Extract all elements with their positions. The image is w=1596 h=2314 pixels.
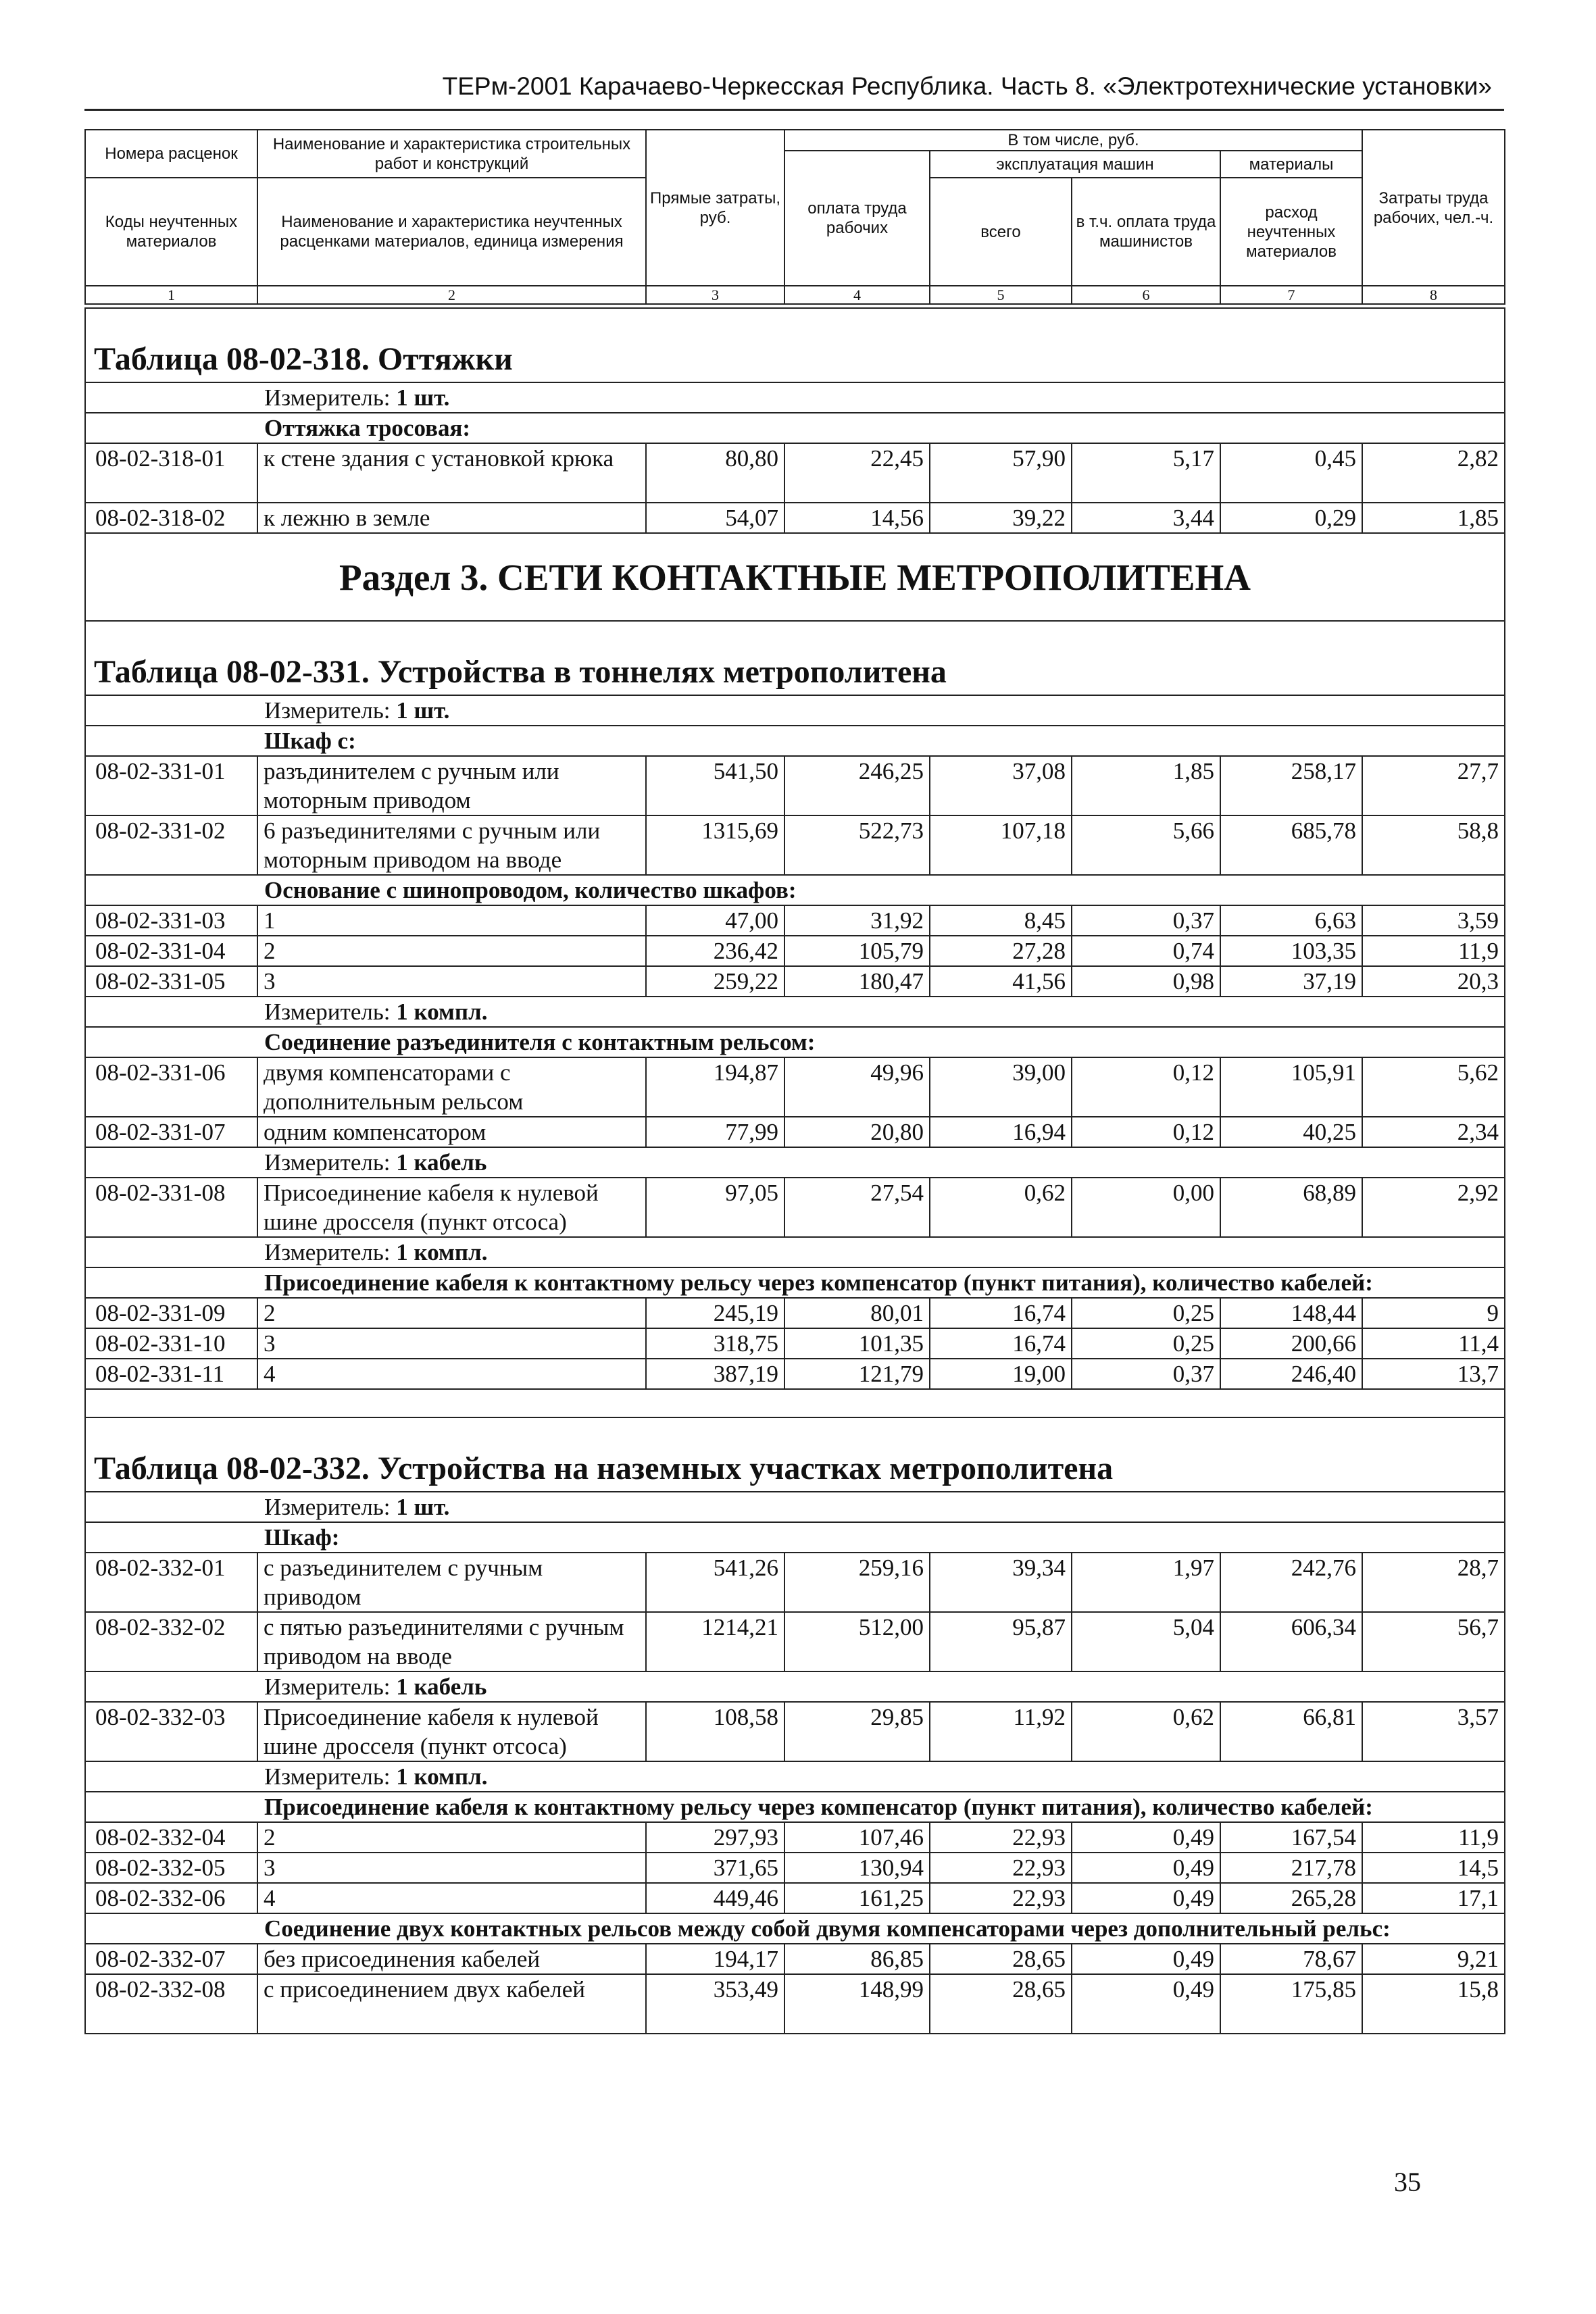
materials: 217,78: [1220, 1853, 1362, 1883]
col-number-8: 8: [1362, 286, 1505, 304]
machines-total: 22,93: [930, 1822, 1072, 1853]
page-number: 35: [1394, 2167, 1421, 2197]
measure-row: [85, 1671, 1505, 1702]
direct-cost: 318,75: [646, 1328, 784, 1359]
measure-label: [85, 695, 1505, 726]
machines-total: 11,92: [930, 1702, 1072, 1761]
group-heading: Соединение двух контактных рельсов между собой двумя компенсаторами через дополнительный рельс:: [85, 1913, 1505, 1944]
measure-caption: Измеритель:: [264, 1239, 391, 1265]
work-name: к стене здания с установкой крюка: [257, 443, 646, 503]
group-heading: Присоединение кабеля к контактному рельсу через компенсатор (пункт питания), количество кабелей:: [85, 1267, 1505, 1298]
col-number-3: 3: [646, 286, 784, 304]
labor-hours: 2,34: [1362, 1117, 1505, 1147]
group-heading-row: [85, 1913, 1505, 1944]
rate-code: 08-02-332-03: [85, 1702, 257, 1761]
measure-caption: Измеритель:: [264, 1674, 391, 1700]
rate-code: 08-02-332-05: [85, 1853, 257, 1883]
work-name: Присоединение кабеля к нулевой шине дросселя (пункт отсоса): [257, 1178, 646, 1237]
materials: 265,28: [1220, 1883, 1362, 1913]
materials: 78,67: [1220, 1944, 1362, 1974]
labor-pay: 101,35: [784, 1328, 930, 1359]
measure-label: [85, 382, 1505, 413]
labor-pay: 121,79: [784, 1359, 930, 1389]
direct-cost: 80,80: [646, 443, 784, 503]
direct-cost: 371,65: [646, 1853, 784, 1883]
machines-total: 39,22: [930, 503, 1072, 533]
rate-code: 08-02-332-02: [85, 1612, 257, 1671]
labor-hours: 11,9: [1362, 936, 1505, 966]
machinist-pay: 0,00: [1072, 1178, 1220, 1237]
table-row: [85, 1057, 1505, 1117]
measure-row: [85, 1147, 1505, 1178]
machines-total: 39,34: [930, 1553, 1072, 1612]
labor-hours: 14,5: [1362, 1853, 1505, 1883]
table-title-row: [85, 308, 1505, 382]
measure-unit: 1 кабель: [396, 1149, 487, 1176]
table-row: [85, 443, 1505, 503]
rate-code: 08-02-332-08: [85, 1974, 257, 2034]
work-name: 1: [257, 905, 646, 936]
direct-cost: 194,87: [646, 1057, 784, 1117]
col-number-4: 4: [784, 286, 930, 304]
group-heading-row: [85, 413, 1505, 443]
table-row: [85, 1974, 1505, 2034]
rate-code: 08-02-331-05: [85, 966, 257, 997]
machinist-pay: 3,44: [1072, 503, 1220, 533]
machinist-pay: 0,49: [1072, 1974, 1220, 2034]
rate-code: 08-02-331-01: [85, 756, 257, 815]
measure-row: [85, 1761, 1505, 1792]
labor-hours: 17,1: [1362, 1883, 1505, 1913]
labor-hours: 28,7: [1362, 1553, 1505, 1612]
direct-cost: 47,00: [646, 905, 784, 936]
machinist-pay: 5,66: [1072, 815, 1220, 875]
measure-row: [85, 695, 1505, 726]
direct-cost: 1315,69: [646, 815, 784, 875]
labor-hours: 11,9: [1362, 1822, 1505, 1853]
labor-pay: 22,45: [784, 443, 930, 503]
table-row: [85, 1117, 1505, 1147]
col-number-1: 1: [85, 286, 257, 304]
machinist-pay: 0,74: [1072, 936, 1220, 966]
materials: 175,85: [1220, 1974, 1362, 2034]
table-row: [85, 1298, 1505, 1328]
machines-total: 16,74: [930, 1328, 1072, 1359]
rate-code: 08-02-332-06: [85, 1883, 257, 1913]
group-heading-row: [85, 1027, 1505, 1057]
col-header-4: оплата труда рабочих: [784, 151, 930, 286]
table-title: Таблица 08-02-318. Оттяжки: [85, 308, 1505, 382]
table-row: [85, 905, 1505, 936]
work-name: 3: [257, 1853, 646, 1883]
work-name: двумя компенсаторами с дополнительным рельсом: [257, 1057, 646, 1117]
measure-caption: Измеритель:: [264, 697, 391, 724]
machinist-pay: 0,62: [1072, 1702, 1220, 1761]
labor-pay: 105,79: [784, 936, 930, 966]
measure-label: [85, 1761, 1505, 1792]
table-row: [85, 1883, 1505, 1913]
materials: 242,76: [1220, 1553, 1362, 1612]
direct-cost: 108,58: [646, 1702, 784, 1761]
materials: 0,45: [1220, 443, 1362, 503]
group-heading: Основание с шинопроводом, количество шкафов:: [85, 875, 1505, 905]
machines-total: 57,90: [930, 443, 1072, 503]
measure-row: [85, 997, 1505, 1027]
measure-caption: Измеритель:: [264, 1763, 391, 1790]
table-row: [85, 1944, 1505, 1974]
page-header-title: ТЕРм-2001 Карачаево-Черкесская Республика. Часть 8. «Электротехнические установки»: [442, 72, 1492, 100]
direct-cost: 245,19: [646, 1298, 784, 1328]
materials: 105,91: [1220, 1057, 1362, 1117]
labor-pay: 130,94: [784, 1853, 930, 1883]
direct-cost: 297,93: [646, 1822, 784, 1853]
direct-cost: 77,99: [646, 1117, 784, 1147]
measure-unit: 1 кабель: [396, 1674, 487, 1700]
table-row: [85, 756, 1505, 815]
section-title: Раздел 3. СЕТИ КОНТАКТНЫЕ МЕТРОПОЛИТЕНА: [85, 533, 1505, 621]
work-name: разъдинителем с ручным или моторным приводом: [257, 756, 646, 815]
rate-code: 08-02-318-02: [85, 503, 257, 533]
work-name: 4: [257, 1883, 646, 1913]
work-name: без присоединения кабелей: [257, 1944, 646, 1974]
direct-cost: 259,22: [646, 966, 784, 997]
labor-pay: 148,99: [784, 1974, 930, 2034]
labor-hours: 56,7: [1362, 1612, 1505, 1671]
machines-total: 39,00: [930, 1057, 1072, 1117]
labor-hours: 11,4: [1362, 1328, 1505, 1359]
labor-pay: 31,92: [784, 905, 930, 936]
machinist-pay: 0,37: [1072, 1359, 1220, 1389]
spacer: [85, 1389, 1505, 1417]
col-header-3: Прямые затраты, руб.: [646, 130, 784, 286]
labor-pay: 20,80: [784, 1117, 930, 1147]
machinist-pay: 0,49: [1072, 1822, 1220, 1853]
materials: 200,66: [1220, 1328, 1362, 1359]
col-header-1-top: Номера расценок: [85, 130, 257, 178]
machines-total: 37,08: [930, 756, 1072, 815]
labor-pay: 180,47: [784, 966, 930, 997]
machines-total: 16,94: [930, 1117, 1072, 1147]
table-title: Таблица 08-02-332. Устройства на наземных участках метрополитена: [85, 1417, 1505, 1492]
table-row: [85, 503, 1505, 533]
materials: 0,29: [1220, 503, 1362, 533]
labor-hours: 20,3: [1362, 966, 1505, 997]
labor-pay: 522,73: [784, 815, 930, 875]
table-row: [85, 1328, 1505, 1359]
rate-code: 08-02-331-06: [85, 1057, 257, 1117]
rate-code: 08-02-331-08: [85, 1178, 257, 1237]
machines-total: 107,18: [930, 815, 1072, 875]
table-row: [85, 1702, 1505, 1761]
group-heading: Шкаф:: [85, 1522, 1505, 1553]
work-name: 3: [257, 1328, 646, 1359]
group-heading: Присоединение кабеля к контактному рельсу через компенсатор (пункт питания), количество кабелей:: [85, 1792, 1505, 1822]
labor-hours: 3,59: [1362, 905, 1505, 936]
labor-pay: 246,25: [784, 756, 930, 815]
rate-code: 08-02-331-02: [85, 815, 257, 875]
col-header-machines: эксплуатация машин: [930, 151, 1220, 178]
measure-caption: Измеритель:: [264, 999, 391, 1025]
work-name: 4: [257, 1359, 646, 1389]
direct-cost: 97,05: [646, 1178, 784, 1237]
machines-total: 95,87: [930, 1612, 1072, 1671]
labor-pay: 107,46: [784, 1822, 930, 1853]
direct-cost: 1214,21: [646, 1612, 784, 1671]
measure-caption: Измеритель:: [264, 1494, 391, 1520]
direct-cost: 541,26: [646, 1553, 784, 1612]
col-number-6: 6: [1072, 286, 1220, 304]
rate-code: 08-02-331-10: [85, 1328, 257, 1359]
materials: 68,89: [1220, 1178, 1362, 1237]
group-heading-row: [85, 1792, 1505, 1822]
work-name: с разъединителем с ручным приводом: [257, 1553, 646, 1612]
materials: 685,78: [1220, 815, 1362, 875]
machinist-pay: 0,25: [1072, 1298, 1220, 1328]
machinist-pay: 1,85: [1072, 756, 1220, 815]
work-name: Присоединение кабеля к нулевой шине дросселя (пункт отсоса): [257, 1702, 646, 1761]
table-row: [85, 1553, 1505, 1612]
measure-unit: 1 компл.: [396, 1763, 488, 1790]
materials: 148,44: [1220, 1298, 1362, 1328]
table-row: [85, 1359, 1505, 1389]
labor-pay: 29,85: [784, 1702, 930, 1761]
labor-hours: 5,62: [1362, 1057, 1505, 1117]
rate-code: 08-02-318-01: [85, 443, 257, 503]
labor-hours: 2,82: [1362, 443, 1505, 503]
machinist-pay: 0,25: [1072, 1328, 1220, 1359]
table-row: [85, 815, 1505, 875]
labor-hours: 3,57: [1362, 1702, 1505, 1761]
column-header-table: [84, 129, 1505, 305]
labor-hours: 27,7: [1362, 756, 1505, 815]
rate-code: 08-02-332-01: [85, 1553, 257, 1612]
machines-total: 16,74: [930, 1298, 1072, 1328]
machines-total: 22,93: [930, 1853, 1072, 1883]
materials: 258,17: [1220, 756, 1362, 815]
labor-hours: 9,21: [1362, 1944, 1505, 1974]
machines-total: 28,65: [930, 1944, 1072, 1974]
machines-total: 28,65: [930, 1974, 1072, 2034]
machinist-pay: 0,49: [1072, 1853, 1220, 1883]
work-name: 6 разъединителями с ручным или моторным приводом на вводе: [257, 815, 646, 875]
labor-hours: 1,85: [1362, 503, 1505, 533]
direct-cost: 54,07: [646, 503, 784, 533]
machinist-pay: 0,12: [1072, 1117, 1220, 1147]
table-row: [85, 1178, 1505, 1237]
measure-row: [85, 1237, 1505, 1267]
measure-label: [85, 997, 1505, 1027]
direct-cost: 236,42: [646, 936, 784, 966]
direct-cost: 541,50: [646, 756, 784, 815]
col-number-7: 7: [1220, 286, 1362, 304]
materials: 167,54: [1220, 1822, 1362, 1853]
col-header-7: расход неучтенных материалов: [1220, 178, 1362, 286]
direct-cost: 387,19: [646, 1359, 784, 1389]
col-header-6: в т.ч. оплата труда машинистов: [1072, 178, 1220, 286]
work-name: 2: [257, 1298, 646, 1328]
group-heading-row: [85, 1267, 1505, 1298]
col-number-2: 2: [257, 286, 646, 304]
work-name: 3: [257, 966, 646, 997]
labor-pay: 14,56: [784, 503, 930, 533]
group-heading-row: [85, 1522, 1505, 1553]
labor-pay: 27,54: [784, 1178, 930, 1237]
work-name: с присоединением двух кабелей: [257, 1974, 646, 2034]
section-row: [85, 533, 1505, 621]
work-name: одним компенсатором: [257, 1117, 646, 1147]
labor-pay: 259,16: [784, 1553, 930, 1612]
rate-code: 08-02-332-07: [85, 1944, 257, 1974]
work-name: к лежню в земле: [257, 503, 646, 533]
table-title-row: [85, 1417, 1505, 1492]
machines-total: 0,62: [930, 1178, 1072, 1237]
table-title: Таблица 08-02-331. Устройства в тоннелях метрополитена: [85, 621, 1505, 695]
col-header-2-top: Наименование и характеристика строительных работ и конструкций: [257, 130, 646, 178]
machinist-pay: 5,04: [1072, 1612, 1220, 1671]
table-row: [85, 936, 1505, 966]
table-row: [85, 966, 1505, 997]
machinist-pay: 1,97: [1072, 1553, 1220, 1612]
table-row: [85, 1822, 1505, 1853]
group-heading-row: [85, 726, 1505, 756]
rate-code: 08-02-331-09: [85, 1298, 257, 1328]
measure-unit: 1 компл.: [396, 999, 488, 1025]
rate-code: 08-02-331-11: [85, 1359, 257, 1389]
direct-cost: 353,49: [646, 1974, 784, 2034]
measure-unit: 1 шт.: [396, 384, 450, 411]
measure-label: [85, 1147, 1505, 1178]
col-header-7-top: материалы: [1220, 151, 1362, 178]
materials: 103,35: [1220, 936, 1362, 966]
table-row: [85, 1853, 1505, 1883]
measure-label: [85, 1237, 1505, 1267]
col-header-8: Затраты труда рабочих, чел.-ч.: [1362, 130, 1505, 286]
table-title-row: [85, 621, 1505, 695]
materials: 606,34: [1220, 1612, 1362, 1671]
direct-cost: 449,46: [646, 1883, 784, 1913]
labor-hours: 13,7: [1362, 1359, 1505, 1389]
machines-total: 19,00: [930, 1359, 1072, 1389]
machinist-pay: 0,49: [1072, 1944, 1220, 1974]
labor-hours: 15,8: [1362, 1974, 1505, 2034]
group-heading: Шкаф с:: [85, 726, 1505, 756]
labor-pay: 512,00: [784, 1612, 930, 1671]
col-number-5: 5: [930, 286, 1072, 304]
materials: 37,19: [1220, 966, 1362, 997]
work-name: с пятью разъединителями с ручным приводом на вводе: [257, 1612, 646, 1671]
machinist-pay: 0,37: [1072, 905, 1220, 936]
measure-unit: 1 компл.: [396, 1239, 488, 1265]
measure-label: [85, 1671, 1505, 1702]
col-header-5: всего: [930, 178, 1072, 286]
group-heading-row: [85, 875, 1505, 905]
labor-pay: 80,01: [784, 1298, 930, 1328]
direct-cost: 194,17: [646, 1944, 784, 1974]
measure-unit: 1 шт.: [396, 697, 450, 724]
machinist-pay: 0,12: [1072, 1057, 1220, 1117]
page-header: [84, 70, 1504, 111]
machines-total: 27,28: [930, 936, 1072, 966]
materials: 40,25: [1220, 1117, 1362, 1147]
rate-code: 08-02-331-04: [85, 936, 257, 966]
work-name: 2: [257, 1822, 646, 1853]
rate-code: 08-02-331-03: [85, 905, 257, 936]
col-header-2-bottom: Наименование и характеристика неучтенных расценками материалов, единица измерения: [257, 178, 646, 286]
machines-total: 41,56: [930, 966, 1072, 997]
measure-row: [85, 1492, 1505, 1522]
col-header-group: В том числе, руб.: [784, 130, 1362, 151]
measure-row: [85, 382, 1505, 413]
materials: 246,40: [1220, 1359, 1362, 1389]
rate-code: 08-02-332-04: [85, 1822, 257, 1853]
labor-pay: 86,85: [784, 1944, 930, 1974]
measure-label: [85, 1492, 1505, 1522]
group-heading: Оттяжка тросовая:: [85, 413, 1505, 443]
materials: 66,81: [1220, 1702, 1362, 1761]
labor-pay: 161,25: [784, 1883, 930, 1913]
spacer-row: [85, 1389, 1505, 1417]
rates-table: [84, 307, 1505, 2034]
machines-total: 22,93: [930, 1883, 1072, 1913]
labor-pay: 49,96: [784, 1057, 930, 1117]
machinist-pay: 0,98: [1072, 966, 1220, 997]
measure-caption: Измеритель:: [264, 384, 391, 411]
materials: 6,63: [1220, 905, 1362, 936]
measure-unit: 1 шт.: [396, 1494, 450, 1520]
machines-total: 8,45: [930, 905, 1072, 936]
col-header-1-bottom: Коды неучтенных материалов: [85, 178, 257, 286]
rate-code: 08-02-331-07: [85, 1117, 257, 1147]
machinist-pay: 0,49: [1072, 1883, 1220, 1913]
measure-caption: Измеритель:: [264, 1149, 391, 1176]
machinist-pay: 5,17: [1072, 443, 1220, 503]
labor-hours: 2,92: [1362, 1178, 1505, 1237]
work-name: 2: [257, 936, 646, 966]
labor-hours: 58,8: [1362, 815, 1505, 875]
group-heading: Соединение разъединителя с контактным рельсом:: [85, 1027, 1505, 1057]
table-row: [85, 1612, 1505, 1671]
labor-hours: 9: [1362, 1298, 1505, 1328]
